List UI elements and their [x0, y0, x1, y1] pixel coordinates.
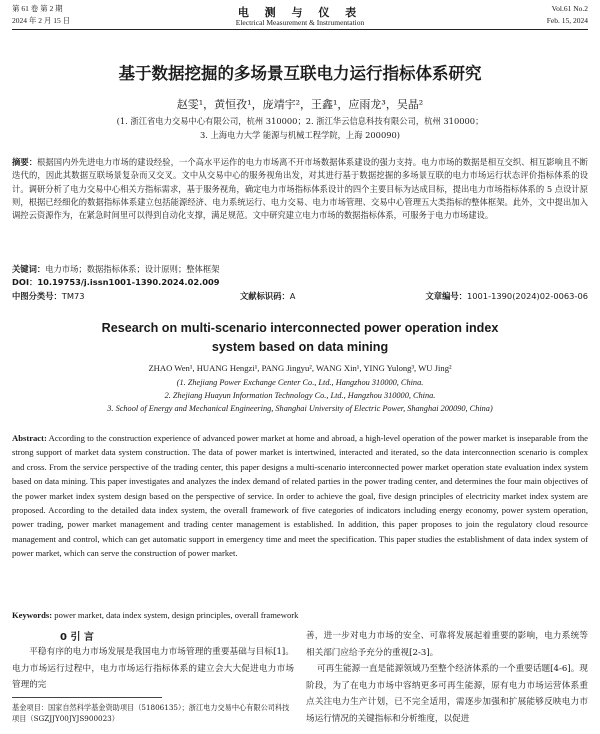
abstract-en — [12, 431, 588, 561]
document-code — [240, 290, 295, 302]
volume-issue-cn: 第 61 卷 第 2 期 — [12, 4, 63, 13]
body-column-right: 善，进一步对电力市场的安全、可靠将发展起着重要的影响，电力系统等相关部门应给予充分的重视[2-3]。 可再生能源一直是能源领域乃至整个经济体系的一个重要话题[4-6]。现阶段，为了在电力市场中容纳更多可再生能源，原有电力市场运营体系重点关注电力生产计划，已不完全适用，需逐步加强和扩展能够反映电力市场运行情况的关键指标和分析维度，以促进 — [306, 631, 588, 724]
clc-number — [12, 290, 85, 302]
article-no-label: 文章编号： — [425, 291, 467, 301]
affiliation-cn-line-1: (1. 浙江省电力交易中心有限公司，杭州 310000；2. 浙江华云信息科技有限公司，杭州 310000； — [116, 116, 484, 126]
date-en: Feb. 15, 2024 — [546, 16, 588, 25]
article-no-value: 1001-1390(2024)02-0063-06 — [466, 291, 588, 301]
date-cn: 2024 年 2 月 15 日 — [12, 16, 71, 25]
keywords-en — [12, 610, 588, 620]
journal-name-cn: 电 测 与 仪 表 — [237, 6, 363, 19]
title-en: Research on multi-scenario interconnected power operation index system based on data mining — [101, 321, 499, 354]
body-column-left: 平稳有序的电力市场发展是我国电力市场管理的重要基础与目标[1]。电力市场运行过程中，电力市场运行指标体系的建立会大大促进电力市场管理的完 — [12, 647, 294, 690]
affiliation-en-line-2: 2. Zhejiang Huayun Information Technology Co., Ltd., Hangzhou 310000, China. — [164, 391, 436, 400]
authors-en: ZHAO Wen¹, HUANG Hengzi¹, PANG Jingyu², WANG Xin¹, YING Yulong³, WU Jing² — [148, 363, 452, 373]
article-number — [425, 290, 588, 302]
abstract-en-text: According to the construction experience of advanced power market at home and abroad, a high-level operation of the power market is inseparable from the strong support of market data system construction. The data of power market is intertwined, interacted and iterated, so the data interconnection scenario is complex and cross. From the service perspective of the trading center, this paper designs a multi-scenario interconnected power market operation state evaluation index system based on data mining. This paper investigates and analyzes the index demand of related parties in the power trading center, and determines the four main objectives of the power market index system design based on the perspective of service. In order to achieve the goal, five design principles of electricity market index system are proposed. According to the detailed data index system, the overall framework of five categories of indicators including energy economy, power system operation, power trading, power market management and trading center management is established. In addition, this paper proposes to join the regulatory cloud resource management and control, which can get automatic support in emergency time and meet the specification. This paper studies the establishment of data index system of power market, which can serve the construction of power market. — [12, 433, 588, 559]
clc-label: 中图分类号： — [12, 291, 62, 301]
footnote-funding: 基金项目：国家自然科学基金资助项目（51806135）；浙江电力交易中心有限公司科技项目（SGZJJY00JYJS900023） — [12, 703, 290, 723]
section-heading-introduction: 0 引 言 — [60, 632, 94, 643]
keywords-cn-label: 关键词： — [12, 264, 46, 274]
abstract-cn-label: 摘要： — [12, 157, 38, 167]
doi: DOI：10.19753/j.issn1001-1390.2024.02.009 — [12, 277, 220, 287]
keywords-cn-text: 电力市场；数据指标体系；设计原则；整体框架 — [45, 264, 220, 274]
header-rule — [12, 29, 588, 30]
keywords-cn — [12, 263, 219, 275]
keywords-en-text: power market, data index system, design principles, overall framework — [54, 610, 299, 620]
authors-cn: 赵雯¹，黄恒孜¹，庞靖宇²，王鑫¹，应雨龙³，吴晶² — [176, 98, 424, 111]
abstract-cn-text: 根据国内外先进电力市场的建设经验，一个高水平运作的电力市场离不开市场数据体系建设的强力支持。电力市场的数据是相互交织、相互影响且不断迭代的，因此其数据互联场景复杂而又交叉。文中从交易中心的服务视角出发，对其进行基于数据挖掘的多场景互联的电力市场运行状态评价指标体系的设计。调研分析了电力交易中心相关方指标需求，基于服务视角，确定电力市场指标体系设计的四个主要目标为达成目标，提出电力市场指标体系的 5 点设计原则，根据已经细化的数据指标体系建立包括能源经济、电力系统运行、电力交易、电力市场管理、交易中心管理五大类指标的整体框架。此外，文中提出加入调控云资源作为，在紧急时间里可以得到自动化支撑，满足规范。文中研究建立电力市场的数据指标体系，可服务于电力市场建设。 — [12, 157, 588, 221]
title-cn: 基于数据挖掘的多场景互联电力运行指标体系研究 — [118, 64, 482, 83]
volume-issue-en: Vol.61 No.2 — [551, 4, 588, 13]
affiliation-en-line-1: (1. Zhejiang Power Exchange Center Co., Ltd., Hangzhou 310000, China. — [176, 378, 424, 387]
doc-code-value: A — [289, 291, 296, 301]
journal-name-en: Electrical Measurement & Instrumentation — [235, 18, 365, 27]
affiliation-cn-line-2: 3. 上海电力大学 能源与机械工程学院，上海 200090) — [199, 130, 401, 140]
clc-value: TM73 — [61, 291, 85, 301]
keywords-en-label: Keywords: — [12, 610, 53, 620]
abstract-cn — [12, 156, 588, 222]
doc-code-label: 文献标识码： — [240, 291, 290, 301]
footnote-rule — [12, 697, 162, 698]
affiliation-en-line-3: 3. School of Energy and Mechanical Engineering, Shanghai University of Electric Power, Shanghai 200090, China) — [107, 404, 493, 413]
abstract-en-label: Abstract: — [12, 433, 47, 443]
